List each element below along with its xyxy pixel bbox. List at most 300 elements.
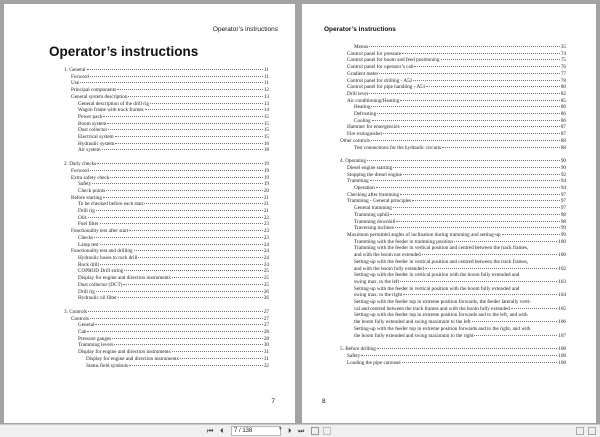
dot-leader [95,324,262,325]
toc-entry[interactable] [340,219,566,226]
toc-page-number: 30 [263,342,269,349]
dot-leader [129,365,263,366]
toc-entry-text: Controls [71,315,89,322]
toc-entry-text: Stopping the diesel engine [347,171,402,178]
toc-page-number: 15 [263,134,269,141]
dot-leader [361,355,557,356]
toc-entry[interactable] [340,286,566,299]
dot-leader [87,331,262,332]
two-page-view-icon[interactable] [311,427,319,435]
toc-entry-text: Forword [71,73,89,80]
dot-leader [118,297,263,298]
dot-leader [425,268,557,269]
toc-entry-text: Check points [78,187,106,194]
toc-entry-text: the boom fully extended and swing maximum to the right [354,332,474,339]
page-number-input[interactable]: 7 / 138 [231,426,281,436]
toc-entry[interactable] [340,245,566,258]
toc-entry[interactable] [340,91,566,98]
toc-entry[interactable] [340,111,566,118]
toc-entry-text: Control panel for operator’s cab [347,64,414,71]
toc-entry[interactable] [64,141,269,148]
dot-leader [114,344,262,345]
dot-leader [474,335,557,336]
dot-leader [422,254,558,255]
toc-page-number: 86 [560,111,566,118]
toc-entry[interactable] [64,309,269,316]
toc-page-number: 16 [263,140,269,147]
dot-leader [396,221,559,222]
dot-leader [400,100,560,101]
toc-entry-text: Use [71,80,80,87]
fit-page-icon[interactable] [576,427,584,435]
dot-leader [395,227,560,228]
toc-entry-text: Setting-up with the feeder top in extreme position forwards and to the left, and with [354,312,528,319]
toc-page-number: 106 [558,319,566,326]
toc-entry[interactable] [64,255,269,262]
toc-page-number: 98 [560,211,566,218]
dot-leader [96,291,263,292]
dot-leader [403,174,560,175]
toc-page-number: 19 [263,174,269,181]
toc-entry[interactable] [64,87,269,94]
toc-entry[interactable] [340,44,566,51]
dot-leader [117,89,263,90]
dot-leader [377,113,560,114]
toc-page-number: 15 [263,127,269,134]
dot-leader [94,237,263,238]
previous-page-icon[interactable]: ⏴ [220,427,224,435]
toc-page-number: 28 [263,335,269,342]
toc-entry-text: Drill rig [78,208,95,215]
toc-entry-text: and with the boom fully extended [354,265,424,272]
dot-leader [371,140,560,141]
toc-entry[interactable] [340,131,566,138]
toc-page-number: 24 [263,254,269,261]
dot-leader [377,348,557,349]
toc-entry-text: Air conditioning/Heating [347,97,400,104]
viewer-toolbar [0,424,600,437]
toc-page-number: 27 [263,308,269,315]
toc-entry-text: Display for engine and direction instruments [78,275,171,282]
toc-page-number: 86 [560,104,566,111]
dot-leader [97,163,263,164]
toc-page-number: 97 [560,191,566,198]
toc-page-number: 31 [263,355,269,362]
toc-page-number: 22 [263,214,269,221]
toc-page-number: 75 [560,57,566,64]
dot-leader [88,217,263,218]
toc-entry[interactable] [64,94,269,101]
toc-page-number: 82 [560,90,566,97]
toc-entry-text: General description of the drill rig [78,100,150,107]
dot-leader [107,123,262,124]
toc-entry[interactable] [340,346,566,353]
toc-page-number: 78 [560,77,566,84]
toc-entry-text: Checking after tramming [347,191,400,198]
toc-entry[interactable] [64,181,269,188]
toc-entry[interactable] [64,356,269,363]
toc-page-number: 18 [263,147,269,154]
dot-leader [369,93,559,94]
toc-page-number: 100 [558,238,566,245]
toc-entry-text: 5. Before drilling [340,346,376,353]
single-page-view-icon[interactable] [323,427,331,435]
dot-leader [426,86,559,87]
toc-page-number: 97 [560,205,566,212]
dot-leader [172,277,263,278]
toc-entry-text: Cab [78,329,87,336]
toc-entry-text: Tramming with the feeder in tramming position [354,238,453,245]
dot-leader [90,76,263,77]
toc-entry-text: Tramming uphill [354,211,390,218]
toc-entry[interactable] [340,212,566,219]
toc-entry-text: Safety [78,181,92,188]
toc-entry[interactable] [64,282,269,289]
toc-page-number: 15 [263,113,269,120]
toc-entry-text: Defrosting [354,111,377,118]
toc-page-number: 23 [263,221,269,228]
toc-entry[interactable] [340,138,566,145]
dot-leader [103,197,263,198]
toc-entry[interactable] [340,360,566,367]
toc-entry-text: General tramming [354,205,392,212]
toc-entry-text: Dust collector (DCT) [78,281,123,288]
toc-page-number: 25 [263,275,269,282]
toc-page-number: 76 [560,64,566,71]
toc-entry[interactable] [64,248,269,255]
toc-entry[interactable] [64,349,269,356]
toc-page-number: 12 [263,87,269,94]
toc-entry[interactable] [64,80,269,87]
dot-leader [115,143,262,144]
toc-entry[interactable] [340,98,566,105]
toc-entry-text: Other controls [340,137,370,144]
dot-leader [403,294,557,295]
toc-page-number: 35 [560,44,566,50]
toc-page-number: 24 [263,248,269,255]
toc-entry-text: Tramming [347,178,369,185]
dot-leader [110,177,263,178]
toc-entry[interactable] [340,299,566,312]
dot-leader [112,338,263,339]
toc-entry[interactable] [340,272,566,285]
next-page-icon[interactable]: ⏵ [288,427,292,435]
last-page-icon[interactable]: ⏭ [298,427,305,435]
toc-entry[interactable] [340,178,566,185]
toc-page-number: 87 [560,131,566,138]
toc-entry-text: Status field symbols [86,362,129,369]
toc-page-number: 105 [558,305,566,312]
dot-leader [400,194,560,195]
toc-page-number: 11 [264,73,269,80]
toc-entry-text: Boom system [78,120,107,127]
toc-page-number: 88 [560,144,566,151]
toc-page-number: 23 [263,234,269,241]
dot-leader [100,244,263,245]
dot-leader [369,46,560,47]
toc-entry[interactable] [64,242,269,249]
dot-leader [90,318,263,319]
toc-entry-text: Safety [347,352,361,359]
dot-leader [442,147,560,148]
toc-entry-text: General system description [71,93,128,100]
toc-entry[interactable] [340,225,566,232]
dot-leader [115,136,263,137]
toc-entry-text: Gradient meter [347,70,379,77]
toc-page-number: 13 [263,93,269,100]
toc-page-number: 11 [264,80,269,87]
toc-entry-text: Electrical system [78,134,114,141]
right-page [302,4,596,423]
toc-page-number: 88 [560,137,566,144]
toc-entry[interactable] [64,275,269,282]
toc-entry[interactable] [64,228,269,235]
toc-entry-text: Control panel for drilling - A52 [347,77,413,84]
toc-entry[interactable] [340,326,566,339]
toc-page-number: 26 [263,295,269,302]
toc-entry-text: Control panel for pressure [347,50,402,57]
toc-entry[interactable] [340,198,566,205]
toc-entry-text: Hammer for emergencies [347,124,400,131]
toc-entry-text: Traversing inclines [354,225,394,232]
dot-leader [96,210,263,211]
toc-entry[interactable] [64,188,269,195]
toc-entry-text: Display for engine and direction instruments [78,349,171,356]
toc-entry[interactable] [340,185,566,192]
toc-entry[interactable] [64,322,269,329]
toc-page-number: 25 [263,281,269,288]
toc-entry[interactable] [64,161,269,168]
toc-page-number: 26 [263,288,269,295]
toc-page-number: 98 [560,218,566,225]
dot-leader [145,109,263,110]
dot-leader [103,116,262,117]
toc-entry[interactable] [340,259,566,272]
toc-entry-text: Tramming with the feeder in vertical position and centred between the track frames, [354,245,529,252]
bookmark-icon[interactable] [588,427,596,435]
dot-leader [367,160,560,161]
toc-entry[interactable] [64,208,269,215]
toc-page-number: 97 [560,198,566,205]
toc-entry-text: Setting-up with the feeder in vertical position and centred between the track frames, [354,258,529,265]
toc-entry[interactable] [340,192,566,199]
toc-entry[interactable] [64,127,269,134]
dot-leader [92,183,263,184]
dot-leader [129,230,263,231]
toc-entry-text: Functionality test and drilling [71,248,133,255]
toc-entry[interactable] [64,67,269,74]
toc-entry[interactable] [64,262,269,269]
toc-entry-text: swing max. to the right [354,292,402,299]
toc-entry-text: Hydraulic hoses to rock drill [78,254,138,261]
toc-entry[interactable] [64,168,269,175]
toc-entry-text: Before starting [71,194,102,201]
toc-page-number: 19 [263,167,269,174]
toc-entry-text: Test connections for the hydraulic circuits [354,144,442,151]
toc-page-number: 20 [263,187,269,194]
toc-entry[interactable] [340,353,566,360]
toc-entry-text: Setting-up with the feeder in vertical position with the boom fully extended and [354,285,520,292]
toc-entry-text: Oils [78,214,87,221]
toc-entry-text: the boom fully extended and swing maximum to the left [354,319,471,326]
toc-entry[interactable] [64,329,269,336]
toc-page-number: 21 [263,194,269,201]
toc-entry[interactable] [340,205,566,212]
toc-entry[interactable] [64,336,269,343]
dot-leader [372,120,560,121]
toc-page-number: 90 [560,164,566,171]
dot-leader [454,241,557,242]
toc-entry[interactable] [340,124,566,131]
dot-leader [393,167,560,168]
toc-page-number: 99 [560,231,566,238]
toc-page-number: 31 [263,349,269,356]
toc-page-number: 99 [560,225,566,232]
toc-entry-text: 4. Operating [340,158,366,165]
toc-entry-text: General [78,322,95,329]
toc-entry[interactable] [64,295,269,302]
toc-entry-text: Checks [78,234,94,241]
page-title: Operator’s instructions [49,44,199,59]
toc-entry[interactable] [64,147,269,154]
toc-entry-text: Maximum permitted angles of inclination during tramming and setting-up [347,231,501,238]
dot-leader [393,207,560,208]
table-of-contents [340,44,566,366]
toc-entry-text: Setting-up with the feeder in vertical position with the boom fully extended and [354,272,520,279]
toc-entry[interactable] [340,232,566,239]
toc-page-number: 14 [263,107,269,114]
dot-leader [88,311,263,312]
toc-entry-text: Setting-up with the feeder top in extreme position forwards and to the right, and with [354,325,531,332]
dot-leader [128,96,262,97]
toc-entry-text: 3. Controls [64,308,88,315]
toc-entry[interactable] [64,134,269,141]
dot-leader [180,358,263,359]
toc-entry-text: Air system [78,147,101,154]
toc-entry-text: Operation [354,185,375,192]
toc-entry-text: COPROD Drill string [78,268,124,275]
toc-entry[interactable] [64,316,269,323]
dot-leader [124,270,263,271]
toc-page-number: 77 [560,70,566,77]
toc-entry-text: 2. Daily checks [64,161,97,168]
dot-leader [390,214,560,215]
toc-entry-text: Forword [71,167,89,174]
toc-page-number: 27 [263,315,269,322]
dot-leader [472,321,558,322]
toc-page-number: 21 [263,201,269,208]
dot-leader [402,53,560,54]
toc-entry[interactable] [340,145,566,152]
toc-entry-text: Extra safety check [71,174,110,181]
chevron-down-icon[interactable]: ▾ [279,426,282,432]
toc-entry[interactable] [64,235,269,242]
page-number: 8 [322,398,326,405]
toc-entry-text: Display for engine and direction instruments [86,355,179,362]
toc-entry-text: To be checked before each start [78,201,144,208]
dot-leader [413,80,560,81]
dot-leader [100,223,263,224]
toc-entry[interactable] [64,121,269,128]
dot-leader [400,281,557,282]
toc-entry-text: Fuel filter [78,221,99,228]
toc-page-number: 28 [263,329,269,336]
toc-entry-text: Wagon frame with track frames [78,107,144,114]
dot-leader [502,234,560,235]
first-page-icon[interactable]: ⏮ [207,427,214,435]
toc-entry[interactable] [340,158,566,165]
toc-entry-text: Hydraulic oil filter [78,295,117,302]
toc-page-number: 23 [263,228,269,235]
toc-spacer [64,302,269,309]
dot-leader [172,351,263,352]
toc-entry[interactable] [340,71,566,78]
toc-page-number: 102 [558,265,566,272]
dot-leader [412,200,560,201]
toc-entry-text: Power pack [78,113,103,120]
dot-leader [90,170,263,171]
toc-entry-text: Control panel for pipe handling - A51 [347,84,426,91]
toc-page-number: 100 [558,252,566,259]
toc-entry-text: 1. General [64,67,86,73]
toc-page-number: 90 [560,158,566,165]
toc-page-number: 13 [263,100,269,107]
toc-entry[interactable] [340,165,566,172]
toc-entry-text: Fire extinguisher [347,131,383,138]
toc-entry[interactable] [340,172,566,179]
toc-entry-text: Tramming levers [78,342,114,349]
toc-page-number: 19 [263,161,269,168]
toc-entry[interactable] [64,175,269,182]
dot-leader [441,59,560,60]
dot-leader [383,133,560,134]
toc-page-number: 104 [558,292,566,299]
toc-page-number: 86 [560,117,566,124]
toc-entry[interactable] [340,312,566,325]
dot-leader [100,264,263,265]
toc-entry[interactable] [340,84,566,91]
toc-page-number: 27 [263,322,269,329]
dot-leader [414,66,559,67]
toc-page-number: 108 [558,346,566,353]
toc-page-number: 85 [560,97,566,104]
toc-entry[interactable] [340,64,566,71]
toc-entry[interactable] [64,107,269,114]
toc-page-number: 32 [263,362,269,369]
toc-entry[interactable] [64,363,269,370]
dot-leader [106,190,263,191]
dot-leader [511,308,557,309]
dot-leader [87,69,263,70]
toc-page-number: 87 [560,124,566,131]
toc-entry-text: Tramming - General principles [347,198,412,205]
toc-page-number: 94 [560,185,566,192]
toc-entry[interactable] [64,201,269,208]
dot-leader [370,180,560,181]
toc-page-number: 21 [263,208,269,215]
running-head: Operator’s instructions [212,26,278,33]
dot-leader [376,187,560,188]
toc-entry-text: Pressure gauges [78,335,112,342]
running-head: Operator’s instructions [324,26,396,33]
table-of-contents [64,67,269,369]
toc-entry[interactable] [64,74,269,81]
dot-leader [102,149,263,150]
dot-leader [371,106,559,107]
dot-leader [401,126,560,127]
dot-leader [80,82,263,83]
toc-entry[interactable] [64,114,269,121]
